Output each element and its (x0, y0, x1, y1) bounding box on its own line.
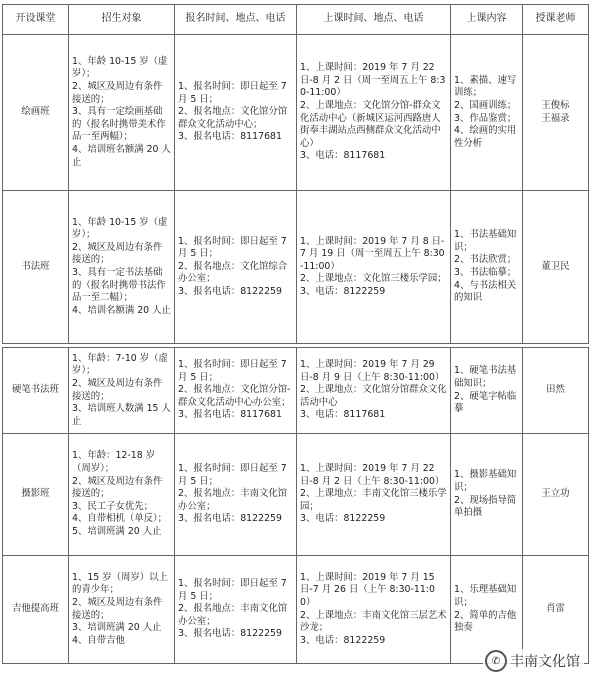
course-table-sheet (2, 4, 589, 664)
target-cell: 1、年龄 10-15 岁（虚岁）； 2、城区及周边有条件接送的； 3、具有一定书法基础的（报名时携带书法作品一至二幅）； 4、培训名额满 20 人止 (69, 191, 175, 344)
wechat-icon: ✆ (485, 650, 507, 672)
teacher-cell: 田然 (523, 348, 589, 434)
table-row (3, 348, 589, 434)
header-target: 招生对象 (69, 5, 175, 35)
table-row (3, 434, 589, 556)
target-cell: 1、15 岁（周岁）以上的青少年； 2、城区及周边有条件接送的； 3、培训班满 20 人止 4、自带吉他 (69, 556, 175, 664)
header-registration: 报名时间、地点、电话 (175, 5, 297, 35)
registration-cell: 1、报名时间：即日起至 7 月 5 日； 2、报名地点：文化馆分馆-群众文化活动中心办公室； 3、报名电话：8117681 (175, 348, 297, 434)
course-name: 绘画班 (3, 35, 69, 191)
course-name: 摄影班 (3, 434, 69, 556)
teacher-cell: 肖雷 (523, 556, 589, 664)
header-row (3, 5, 589, 35)
course-name: 书法班 (3, 191, 69, 344)
table-row (3, 35, 589, 191)
schedule-cell: 1、上课时间：2019 年 7 月 29 日-8 月 9 日（上午 8:30-11:00） 2、上课地点：文化馆分馆群众文化活动中心 3、电话：8117681 (297, 348, 451, 434)
header-content: 上课内容 (451, 5, 523, 35)
content-cell: 1、硬笔书法基础知识； 2、硬笔字帖临摹 (451, 348, 523, 434)
course-schedule-table (2, 4, 589, 664)
target-cell: 1、年龄：12-18 岁（周岁）； 2、城区及周边有条件接送的； 3、民工子女优先； 4、自带相机（单反）； 5、培训班满 20 人止 (69, 434, 175, 556)
content-cell: 1、摄影基础知识； 2、现场指导简单拍摄 (451, 434, 523, 556)
content-cell: 1、乐理基础知识； 2、简单的吉他独奏 (451, 556, 523, 664)
target-cell: 1、年龄：7-10 岁（虚岁）； 2、城区及周边有条件接送的； 3、培训班人数满 15 人止 (69, 348, 175, 434)
watermark-logo (483, 649, 584, 673)
course-name: 吉他提高班 (3, 556, 69, 664)
schedule-cell: 1、上课时间：2019 年 7 月 22 日-8 月 2 日（周一至周五上午 8:30-11:00） 2、上课地点：文化馆分馆-群众文化活动中心（新城区运河西路唐人街奉丰湖站点西侧群众文化活动中心） 3、电话：8117681 (297, 35, 451, 191)
registration-cell: 1、报名时间：即日起至 7 月 5 日； 2、报名地点：文化馆分馆群众文化活动中心； 3、报名电话：8117681 (175, 35, 297, 191)
header-schedule: 上课时间、地点、电话 (297, 5, 451, 35)
table-row (3, 191, 589, 344)
schedule-cell: 1、上课时间：2019 年 7 月 15 日-7 月 26 日（上午 8:30-11:00） 2、上课地点：丰南文化馆三层艺术沙龙； 3、电话：8122259 (297, 556, 451, 664)
course-name: 硬笔书法班 (3, 348, 69, 434)
registration-cell: 1、报名时间：即日起至 7 月 5 日； 2、报名地点：丰南文化馆办公室； 3、报名电话：8122259 (175, 434, 297, 556)
teacher-cell: 王立功 (523, 434, 589, 556)
target-cell: 1、年龄 10-15 岁（虚岁）； 2、城区及周边有条件接送的； 3、具有一定绘画基础的（报名时携带美术作品一至两幅）； 4、培训班名额满 20 人止 (69, 35, 175, 191)
content-cell: 1、书法基础知识； 2、书法欣赏； 3、书法临摹； 4、与书法相关的知识 (451, 191, 523, 344)
registration-cell: 1、报名时间：即日起至 7 月 5 日； 2、报名地点：文化馆综合办公室； 3、报名电话：8122259 (175, 191, 297, 344)
table-row (3, 556, 589, 664)
schedule-cell: 1、上课时间：2019 年 7 月 8 日-7 月 19 日（周一至周五上午 8:30-11:00） 2、上课地点：文化馆三楼乐学园； 3、电话：8122259 (297, 191, 451, 344)
content-cell: 1、素描、速写训练； 2、国画训练； 3、作品鉴赏； 4、绘画的实用性分析 (451, 35, 523, 191)
teacher-cell: 王俊标 王福录 (523, 35, 589, 191)
header-teacher: 授课老师 (523, 5, 589, 35)
schedule-cell: 1、上课时间：2019 年 7 月 22 日-8 月 2 日（上午 8:30-11:00） 2、上课地点：丰南文化馆三楼乐学园； 3、电话：8122259 (297, 434, 451, 556)
header-course: 开设课堂 (3, 5, 69, 35)
watermark-text: 丰南文化馆 (510, 654, 580, 670)
teacher-cell: 董卫民 (523, 191, 589, 344)
registration-cell: 1、报名时间：即日起至 7 月 5 日； 2、报名地点：丰南文化馆办公室； 3、报名电话：8122259 (175, 556, 297, 664)
